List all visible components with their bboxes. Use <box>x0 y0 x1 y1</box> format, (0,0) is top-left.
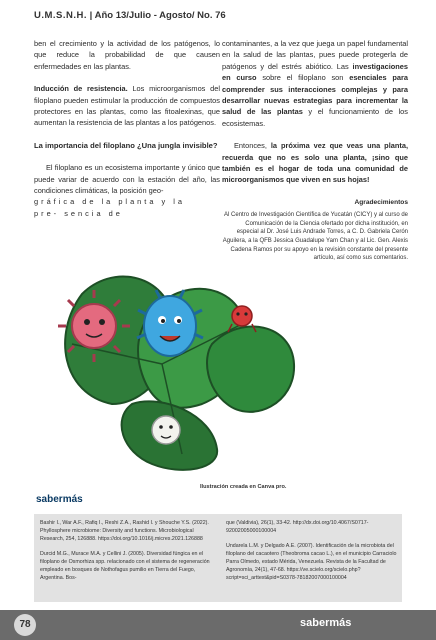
footer-logo-saber: saber <box>300 617 330 629</box>
resistance-term: Inducción de resistencia. <box>34 84 128 94</box>
right-p1-mid: sobre el filoplano son <box>256 73 344 83</box>
phylloplane-illustration <box>42 254 298 476</box>
footer-logo-mas: más <box>329 617 352 629</box>
references-box <box>34 514 402 602</box>
left-paragraph-2 <box>34 83 220 129</box>
section-heading: La importancia del filoplano ¿Una jungla invisible? <box>34 140 218 150</box>
right-p2-start: Entonces, <box>234 141 271 151</box>
left-paragraph-3 <box>34 162 220 219</box>
left-paragraph-3-line2: pre- sencia de <box>34 208 123 218</box>
header-issue: | Año 13/Julio - Agosto/ No. 76 <box>89 10 226 21</box>
acknowledgements-text: Al Centro de Investigación Científica de Yucatán (CICY) y al curso de Comunicación de la Ciencia ofertado por dicha institución, en especial al Dr. José Luis Andrade Torres, a C. D. Gabriela Cerón Aguilera, a la QFB Jessica Guadalupe Yam Chan y al Lic. Gen. Alexis Cadena Ramos por su apoyo en la revisión constante del presente artículo, así como sus comentarios. <box>222 212 408 262</box>
reference-item: Undarela L.M. y Delgado A.E. (2007). Identificación de la microbiota del filoplano del cacaotero (Theobroma cacao L.), en el municipio Carraciolo Parra Olmedo, estado Mérida, Venezuela. Revista de la Facultad de Agronomía, 24(1), 47-68. https://ve.scielo.org/scielo.php?script=sci_arttext&pid=S0378-78182007000100004 <box>226 543 397 581</box>
sabermas-logo <box>36 494 83 505</box>
white-microbe <box>152 416 180 444</box>
right-p1-bold: investigaciones en curso <box>222 61 408 83</box>
right-p1-end: y el funcionamiento de los ecosistemas. <box>222 107 408 128</box>
right-paragraph-1 <box>222 38 408 129</box>
left-paragraph-3-line: gráfica de la planta y la <box>34 197 186 207</box>
leaf-right <box>207 327 294 412</box>
reference-item: que (Valdivia), 26(1), 33-42. http://dx.doi.org/10.4067/S0717-92002005000100004 <box>226 520 369 534</box>
logo-saber: saber <box>36 494 63 505</box>
resistance-text: Los microorganismos del filoplano pueden estimular la producción de compuestos protectores en las plantas, como las fitoalexinas, que aumentan la resistencia de las plantas a los patógenos. <box>34 84 220 128</box>
page-header <box>34 10 226 21</box>
references-right <box>226 519 398 589</box>
references-left <box>40 519 212 589</box>
footer-logo <box>300 617 351 629</box>
illustration-caption: Ilustración creada en Canva pro. <box>200 484 287 490</box>
left-column <box>34 38 220 219</box>
right-p2-bold: la próxima vez que veas una planta, recuerda que no es solo una planta, ¡sino que también es el hogar de toda una comunidad de microorganismos que viven en sus hojas! <box>222 141 408 185</box>
header-org: U.M.S.N.H. <box>34 10 88 21</box>
right-p1-text: contaminantes, a la vez que juega un papel fundamental en la salud de las plantas, pues puede protegerla de patógenos y del estrés abiótico. Las <box>222 39 408 71</box>
reference-item: Durcid M.G., Murace M.A. y Cellini J. (2005). Diversidad fúngica en el filoplano de Osmorhiza spp. relacionado con el sistema de regeneración empleado en bosques de Nothofagus pumilio en Tierra del Fuego, Argentina. Bos- <box>40 551 210 581</box>
right-column <box>222 38 408 263</box>
page-footer <box>0 610 436 640</box>
logo-mas: más <box>62 494 83 505</box>
left-paragraph-3-text: El filoplano es un ecosistema importante y único que puede variar de acuerdo con la estación del año, las condiciones climáticas, la posición geo- <box>34 163 220 196</box>
page-number: 78 <box>14 614 36 636</box>
acknowledgements-title: Agradecimientos <box>354 198 408 206</box>
reference-item: Bashir I., War A.F., Rafiq I., Reshi Z.A., Rashid I. y Shouche Y.S. (2022). Phyllosphere microbiome: Diversity and functions. Microbiological Research, 254, 126888. https://doi.org/10.1016/j.micres.2021.126888 <box>40 520 209 542</box>
right-p1-bold2: esenciales para comprender sus interacciones complejas y para desarrollar nuevas estrategias para incrementar la salud de las plantas <box>222 73 408 117</box>
right-paragraph-2 <box>222 140 408 186</box>
left-paragraph-1: ben el crecimiento y la actividad de los patógenos, lo que reduce la probabilidad de que causen enfermedades en las plantas. <box>34 39 220 71</box>
